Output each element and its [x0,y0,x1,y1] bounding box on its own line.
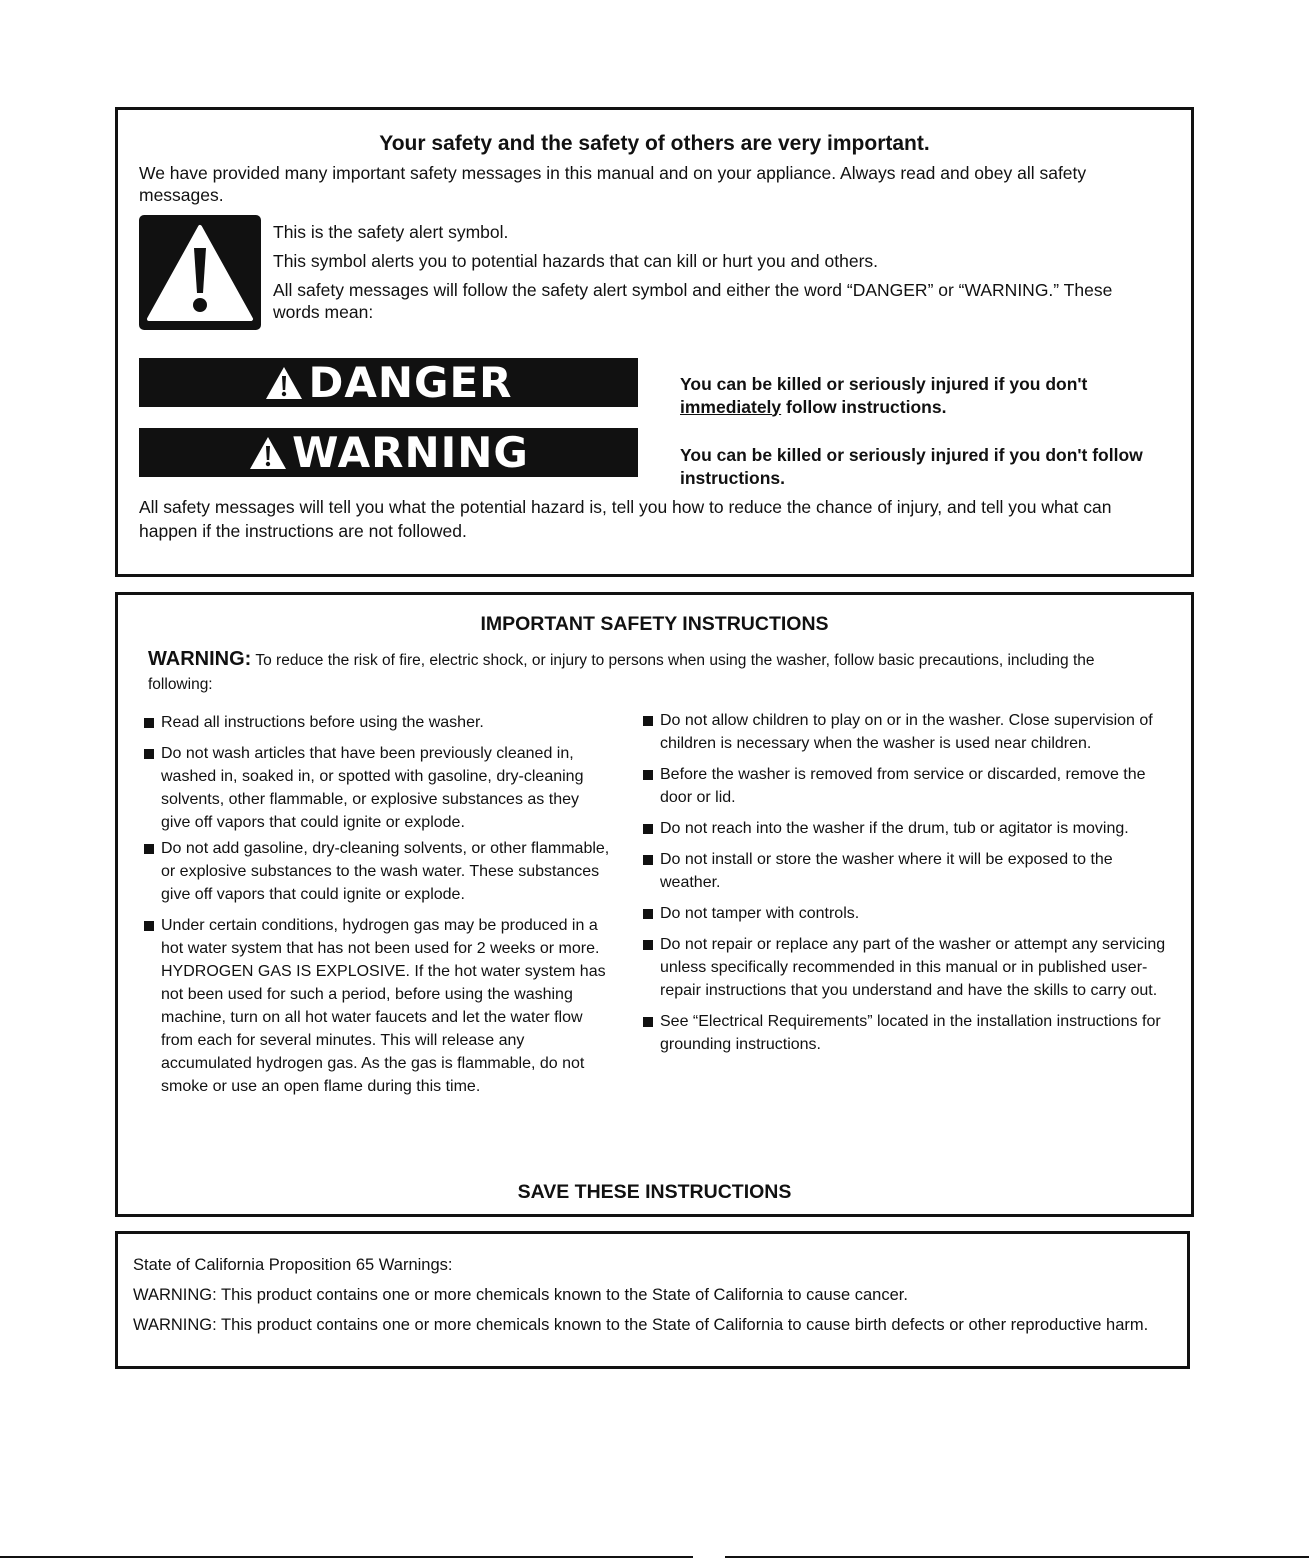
symbol-line: This is the safety alert symbol. [273,222,509,242]
square-bullet-icon [643,855,653,865]
safety-intro-box [115,107,1194,577]
footer-rule [0,1556,1309,1558]
list-item: Do not repair or replace any part of the washer or attempt any servicing unless specifically recommended in this manual or in published user-repair instructions that you understand and have the skills to carry out. [641,933,1166,1002]
square-bullet-icon [144,921,154,931]
symbol-line: This symbol alerts you to potential hazards that can kill or hurt you and others. [273,251,879,271]
square-bullet-icon [643,909,653,919]
footer-rule-gap [693,1554,725,1560]
list-item: Do not allow children to play on or in the washer. Close supervision of children is necessary when the washer is used near children. [641,709,1166,755]
safety-outro-text: All safety messages will tell you what the potential hazard is, tell you how to reduce the chance of injury, and tell you what can happen if the instructions are not followed. [139,497,1112,541]
left-bullet-column [142,711,612,1098]
prop65-box [115,1231,1190,1369]
danger-banner [139,358,638,407]
list-item: Read all instructions before using the washer. [142,711,612,734]
symbol-line: All safety messages will follow the safety alert symbol and either the word “DANGER” or “WARNING.” These words mean: [273,280,1113,322]
prop65-heading: State of California Proposition 65 Warnings: [133,1256,453,1274]
warning-triangle-icon [248,435,288,471]
square-bullet-icon [144,718,154,728]
save-instructions-title: SAVE THESE INSTRUCTIONS [517,1181,792,1203]
warning-banner [139,428,638,477]
warning-prefix: WARNING: [148,648,252,670]
square-bullet-icon [643,716,653,726]
list-item: Do not reach into the washer if the drum, tub or agitator is moving. [641,817,1166,840]
symbol-explanation [273,221,1153,330]
list-item: See “Electrical Requirements” located in the installation instructions for grounding instructions. [641,1010,1166,1056]
square-bullet-icon [144,844,154,854]
right-bullet-column [641,709,1166,1056]
list-item: Do not wash articles that have been previously cleaned in, washed in, soaked in, or spotted with gasoline, dry-cleaning solvents, other flammable, or explosive substances as they give off vapors that could ignite or explode. [142,742,612,834]
warning-label: WARNING [292,428,529,477]
square-bullet-icon [643,824,653,834]
warning-triangle-icon [264,365,304,401]
danger-label: DANGER [308,358,513,407]
warning-description: You can be killed or seriously injured if you don't follow instructions. [680,444,1143,488]
prop65-content [133,1254,1172,1344]
square-bullet-icon [643,940,653,950]
warning-text: To reduce the risk of fire, electric shock, or injury to persons when using the washer, follow basic precautions, including the following: [148,652,1095,693]
prop65-warning: WARNING: This product contains one or more chemicals known to the State of California to cause birth defects or other reproductive harm. [133,1316,1149,1334]
list-item: Before the washer is removed from service or discarded, remove the door or lid. [641,763,1166,809]
instructions-warning [148,647,1161,697]
square-bullet-icon [643,1017,653,1027]
list-item: Do not tamper with controls. [641,902,1166,925]
safety-intro-text: We have provided many important safety messages in this manual and on your appliance. Always read and obey all safety messages. [139,163,1087,205]
safety-instructions-box [115,592,1194,1217]
safety-alert-symbol-icon [139,215,261,330]
square-bullet-icon [643,770,653,780]
danger-description: You can be killed or seriously injured if you don't immediately follow instructions. [680,373,1088,417]
square-bullet-icon [144,749,154,759]
list-item: Under certain conditions, hydrogen gas may be produced in a hot water system that has not been used for 2 weeks or more. HYDROGEN GAS IS EXPLOSIVE. If the hot water system has not been used for such a period, before using the washing machine, turn on all hot water faucets and let the water flow from each for several minutes. This will release any accumulated hydrogen gas. As the gas is flammable, do not smoke or use an open flame during this time. [142,914,612,1098]
safety-title: Your safety and the safety of others are very important. [379,132,930,155]
list-item: Do not install or store the washer where it will be exposed to the weather. [641,848,1166,894]
prop65-warning: WARNING: This product contains one or more chemicals known to the State of California to cause cancer. [133,1286,908,1304]
list-item: Do not add gasoline, dry-cleaning solvents, or other flammable, or explosive substances to the wash water. These substances give off vapors that could ignite or explode. [142,837,612,906]
instructions-title: IMPORTANT SAFETY INSTRUCTIONS [480,613,829,635]
